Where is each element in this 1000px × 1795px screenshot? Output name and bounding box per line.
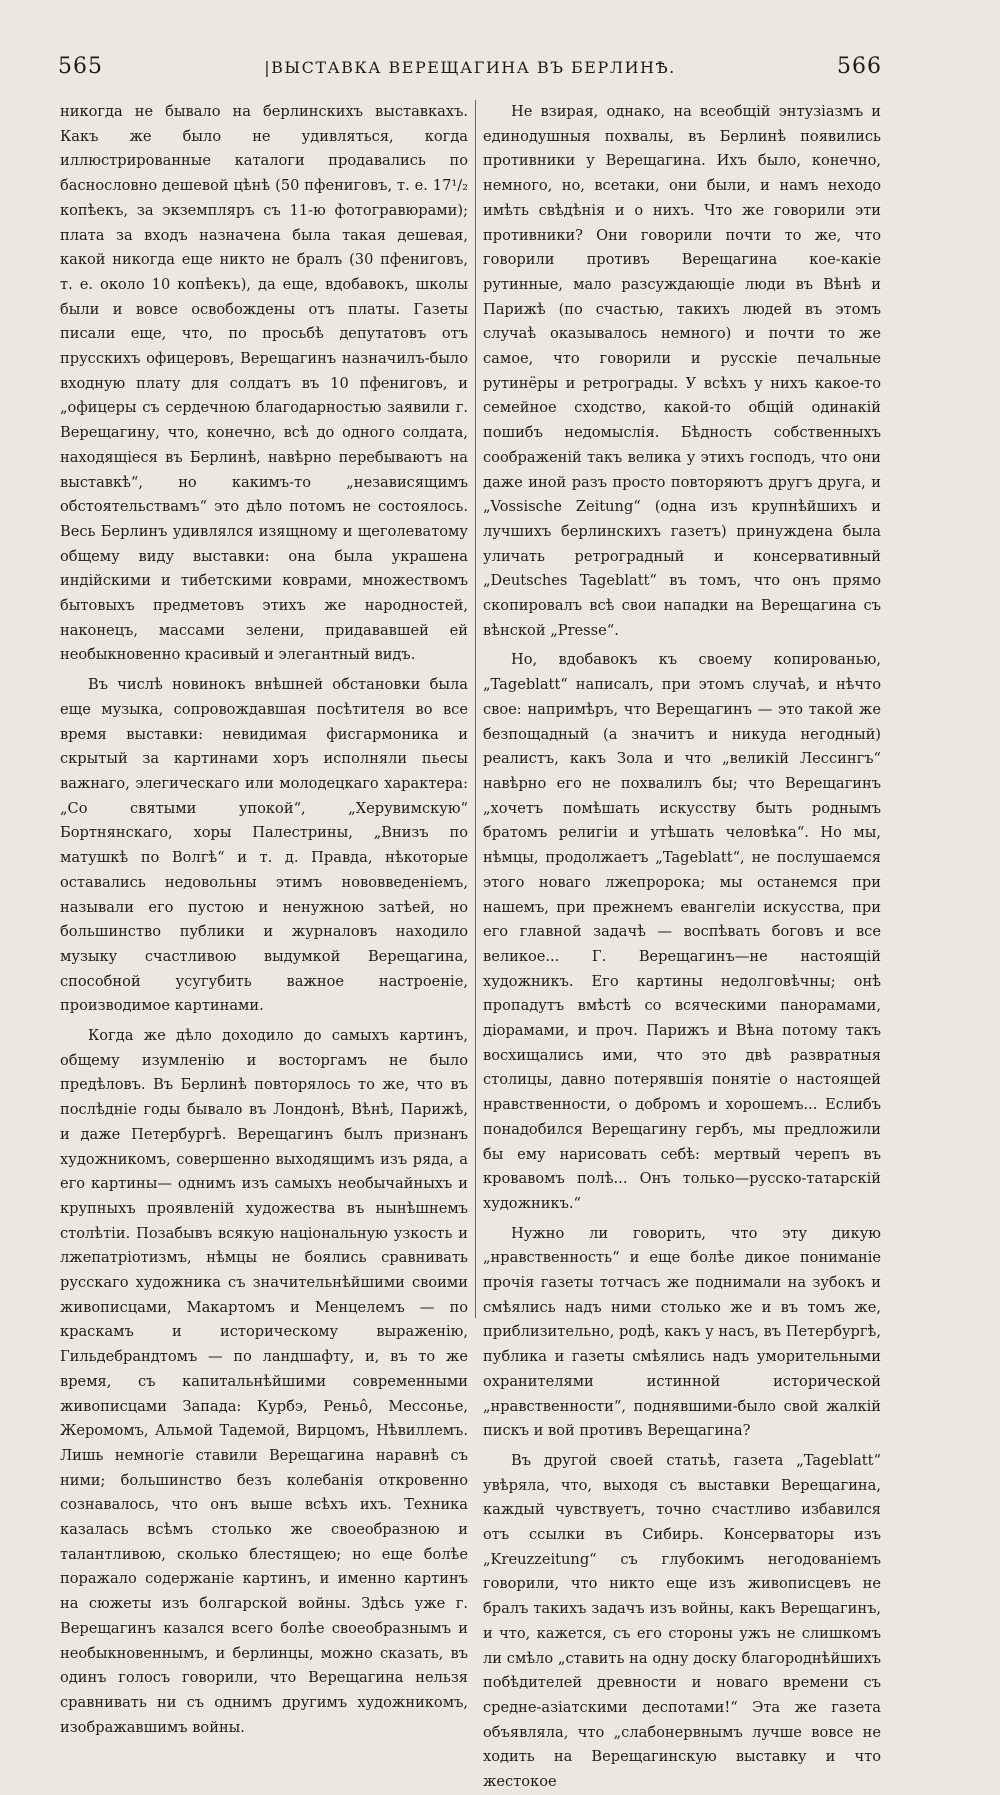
paragraph: Не взирая, однако, на всеобщій энтузіазмъ и единодушныя похвалы, въ Берлинѣ появились противники у Верещагина. Ихъ было, конечно, немного, но, всетаки, они были, и намъ неходо имѣть свѣдѣнія и о нихъ. Что же говорили эти противники? Они говорили почти то же, что говорили противъ Верещагина кое-какіе рутинные, мало разсуждающіе люди въ Вѣнѣ и Парижѣ (по счастью, такихъ людей въ этомъ случаѣ оказывалось немного) и почти то же самое, что говорили и русскіе печальные рутинёры и ретрограды. У всѣхъ у нихъ какое-то семейное сходство, какой-то общій одинакій пошибъ недомыслія. Бѣдность собственныхъ соображеній такъ велика у этихъ господъ, что они даже иной разъ просто повторяютъ другъ друга, и „Vossische Zeitung“ (одна изъ крупнѣйшихъ и лучшихъ берлинскихъ газетъ) принуждена была уличать ретроградный и консервативный „Deutsches Tageblatt“ въ томъ, что онъ прямо скопировалъ всѣ свои нападки на Верещагина съ вѣнской „Presse“. [483,103,881,639]
page-number-right: 566 [837,54,882,79]
running-header [58,54,882,88]
page-number-left: 565 [58,54,103,79]
column-divider [475,100,476,1318]
left-column [60,100,468,1740]
paragraph: Когда же дѣло доходило до самыхъ картинъ, общему изумленію и восторгамъ не было предѣловъ. Въ Берлинѣ повторялось то же, что въ послѣдніе годы бывало въ Лондонѣ, Вѣнѣ, Парижѣ, и даже Петербургѣ. Верещагинъ былъ признанъ художникомъ, совершенно выходящимъ изъ ряда, а его картины— однимъ изъ самыхъ необычайныхъ и крупныхъ проявленій художества въ нынѣшнемъ столѣтіи. Позабывъ всякую національную узкость и лжепатріотизмъ, нѣмцы не боялись сравнивать русскаго художника съ значительнѣйшими своими живописцами, Макартомъ и Менцелемъ — по краскамъ и историческому выраженію, Гильдебрандтомъ — по ландшафту, и, въ то же время, съ капитальнѣйшими современными живописцами Запада: Курбэ, Реньô, Мессонье, Жеромомъ, Альмой Тадемой, Вирцомъ, Нѣвиллемъ. Лишь немногіе ставили Верещагина наравнѣ съ ними; большинство безъ колебанія откровенно сознавалось, что онъ выше всѣхъ ихъ. Техника казалась всѣмъ столько же своеобразною и талантливою, сколько блестящею; но еще болѣе поражало содержаніе картинъ, и именно картинъ на сюжеты изъ болгарской войны. Здѣсь уже г. Верещагинъ казался всего болѣе своеобразнымъ и необыкновеннымъ, и берлинцы, можно сказать, въ одинъ голосъ говорили, что Верещагина нельзя сравнивать ни съ однимъ другимъ художникомъ, изображавшимъ войны. [60,1027,468,1736]
right-column [483,100,881,1795]
paragraph: Въ числѣ новинокъ внѣшней обстановки была еще музыка, сопровождавшая посѣтителя во все время выставки: невидимая фисгармоника и скрытый за картинами хоръ исполняли пьесы важнаго, элегическаго или молодецкаго характера: „Со святыми упокой“, „Херувимскую“ Бортнянскаго, хоры Палестрины, „Внизъ по матушкѣ по Волгѣ“ и т. д. Правда, нѣкоторые оставались недовольны этимъ нововведеніемъ, называли его пустою и ненужною затѣей, но большинство публики и журналовъ находило музыку счастливою выдумкой Верещагина, способной усугубить важное настроеніе, производимое картинами. [60,676,468,1015]
paragraph: никогда не бывало на берлинскихъ выставкахъ. Какъ же было не удивляться, когда иллюстрированные каталоги продавались по баснословно дешевой цѣнѣ (50 пфениговъ, т. е. 17¹/₂ копѣекъ, за экземпляръ съ 11-ю фотогравюрами); плата за входъ назначена была такая дешевая, какой никогда еще никто не бралъ (30 пфениговъ, т. е. около 10 копѣекъ), да еще, вдобавокъ, школы были и вовсе освобождены отъ платы. Газеты писали еще, что, по просьбѣ депутатовъ отъ прусскихъ офицеровъ, Верещагинъ назначилъ-было входную плату для солдатъ въ 10 пфениговъ, и „офицеры съ сердечною благодарностью заявили г. Верещагину, что, конечно, всѣ до одного солдата, находящіеся въ Берлинѣ, навѣрно перебываютъ на выставкѣ“, но какимъ-то „независящимъ обстоятельствамъ“ это дѣло потомъ не состоялось. Весь Берлинъ удивлялся изящному и щеголеватому общему виду выставки: она была украшена индійскими и тибетскими коврами, множествомъ бытовыхъ предметовъ этихъ же народностей, наконецъ, массами зелени, придававшей ей необыкновенно красивый и элегантный видъ. [60,103,468,664]
paragraph: Въ другой своей статьѣ, газета „Tageblatt“ увѣряла, что, выходя съ выставки Верещагина, каждый чувствуетъ, точно счастливо избавился отъ ссылки въ Сибирь. Консерваторы изъ „Kreuzzeitung“ съ глубокимъ негодованіемъ говорили, что никто еще изъ живописцевъ не бралъ такихъ задачъ изъ войны, какъ Верещагинъ, и что, кажется, съ его стороны ужъ не слишкомъ ли смѣло „ставить на одну доску благороднѣйшихъ побѣдителей древности и новаго времени съ средне-азіатскими деспотами!“ Эта же газета объявляла, что „слабонервнымъ лучше вовсе не ходить на Верещагинскую выставку и что жестокое [483,1451,881,1791]
paragraph: Нужно ли говорить, что эту дикую „нравственность“ и еще болѣе дикое пониманіе прочія газеты тотчасъ же поднимали на зубокъ и смѣялись надъ ними столько же и въ томъ же, приблизительно, родѣ, какъ у насъ, въ Петербургѣ, публика и газеты смѣялись надъ уморительными охранителями истинной исторической „нравственности“, поднявшими-было свой жалкій пискъ и вой противъ Верещагина? [483,1224,881,1440]
paragraph: Но, вдобавокъ къ своему копированью, „Tageblatt“ написалъ, при этомъ случаѣ, и нѣчто свое: напримѣръ, что Верещагинъ — это такой же безпощадный (а значитъ и никуда негодный) реалистъ, какъ Зола и что „великій Лессингъ“ навѣрно его не похвалилъ бы; что Верещагинъ „хочетъ помѣшать искусству быть роднымъ братомъ религіи и утѣшать человѣка“. Но мы, нѣмцы, продолжаетъ „Tageblatt“, не послушаемся этого новаго лжепророка; мы останемся при нашемъ, при прежнемъ евангеліи искусства, при его главной задачѣ — воспѣвать боговъ и все великое... Г. Верещагинъ—не настоящій художникъ. Его картины недолговѣчны; онѣ пропадутъ вмѣстѣ со всяческими панорамами, діорамами, и проч. Парижъ и Вѣна потому такъ восхищались ими, что это двѣ развратныя столицы, давно потерявшія понятіе о настоящей нравственности, о добромъ и хорошемъ... Еслибъ понадобился Верещагину гербъ, мы предложили бы ему нарисовать себѣ: мертвый черепъ въ кровавомъ полѣ... Онъ только—русско-татарскій художникъ.“ [483,651,881,1212]
running-title: |ВЫСТАВКА ВЕРЕЩАГИНА ВЪ БЕРЛИНѢ. [264,58,676,77]
